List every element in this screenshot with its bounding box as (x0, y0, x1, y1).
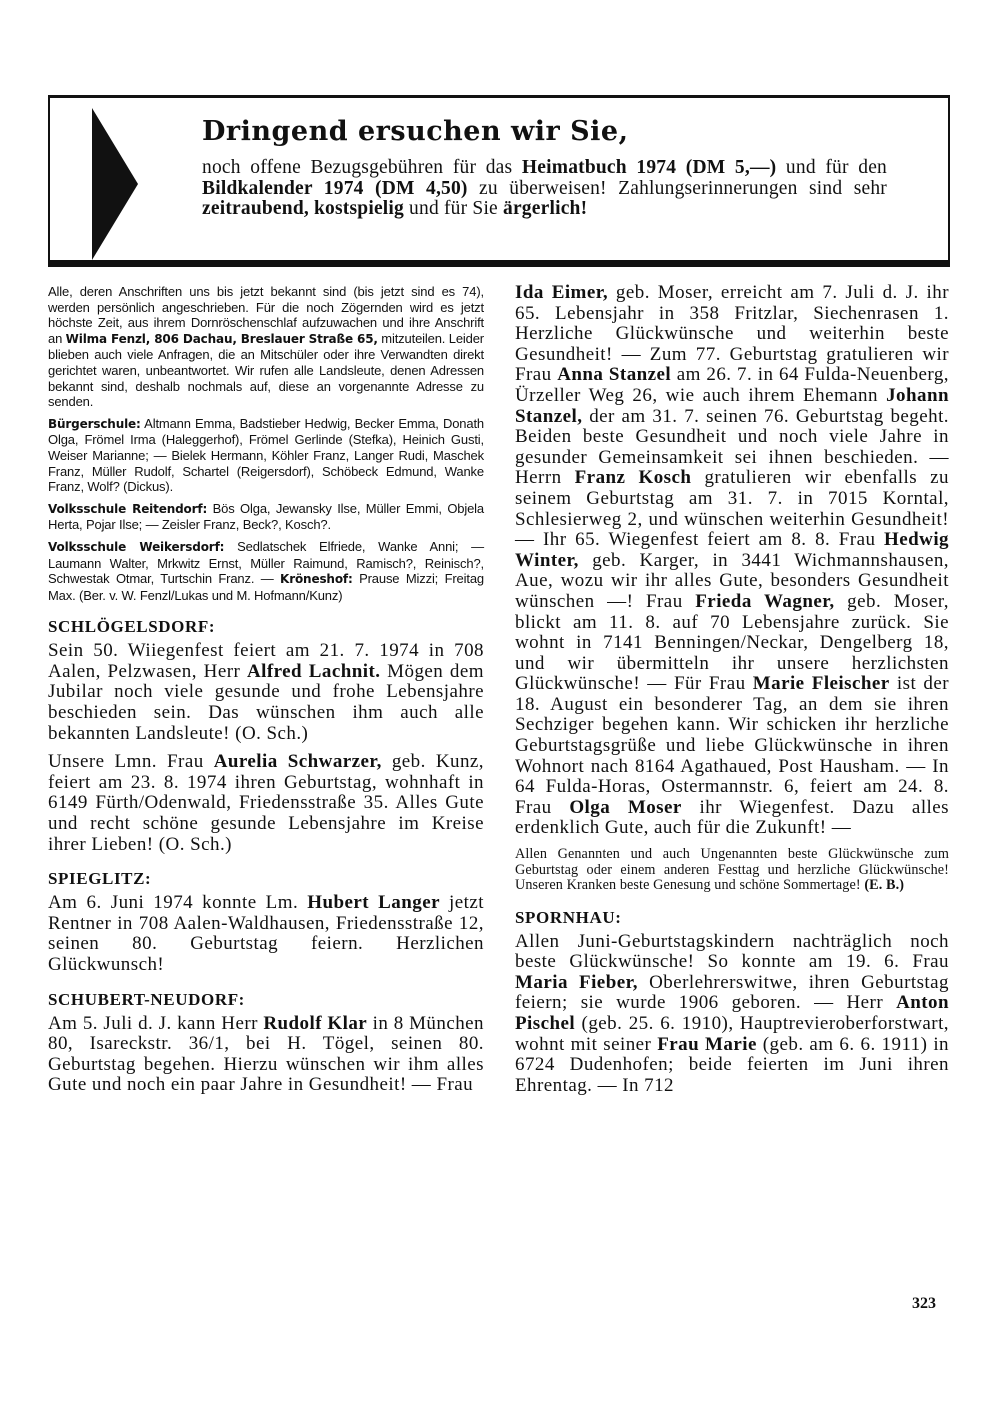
bold-text-run: ärgerlich! (503, 198, 588, 219)
text-run: jetzt Rentner in 708 Aalen-Waldhausen, Friedensstraße 12, seinen 80. Geburtstag feiern. Herzlichen Glückwunsch! (48, 892, 485, 975)
bold-text-run: Maria Fieber, (515, 971, 638, 993)
note-paragraph (48, 539, 484, 603)
bold-text-run: Frau Marie (657, 1033, 757, 1055)
article-paragraph (48, 893, 484, 975)
section-heading: SCHLÖGELSDORF: (48, 617, 216, 637)
note-paragraph (48, 284, 484, 410)
text-run: Mögen dem Jubilar noch viele gesunde und frohe Lebensjahre beschieden sein. Das wünschen ihm auch alle bekannten Landsleute! (O. Sch.) (48, 660, 484, 744)
bold-text-run: Bildkalender 1974 (DM 4,50) (202, 177, 468, 199)
text-run: gratulieren wir ebenfalls zu seinem Geburtstag am 31. 7. in 7015 Korntal, Schlesierweg 2, und wünschen weiterhin Gesundheit! — Ihr 65. Wiegenfest feiert am 8. 8. Frau (515, 467, 950, 551)
article-paragraph (48, 752, 484, 855)
text-run: Oberlehrerswitwe, ihren Geburtstag feiern; sie wurde 1906 geboren. — Herr (515, 971, 949, 1014)
bold-text-run: Frieda Wagner, (695, 590, 835, 612)
section-heading: SPIEGLITZ: (48, 869, 152, 889)
bold-text-run: (E. B.) (864, 877, 905, 894)
page-number: 323 (912, 1295, 936, 1312)
bold-text-run: zeitraubend, kostspielig (202, 198, 404, 219)
bold-text-run: Ida Eimer, (515, 282, 609, 303)
bold-text-run: Marie Fleischer (752, 673, 890, 695)
text-run: geb. Karger, in 3441 Wichmannshausen, Aue, wozu wir ihr alles Gute, besonders Gesundheit wünschen —! Frau (515, 549, 949, 612)
text-run: Prause Mizzi; Freitag Max. (Ber. v. W. Fenzl/Lukas und M. Hofmann/Kunz) (48, 571, 484, 603)
text-run: und für Sie (403, 198, 503, 219)
bold-text-run: Olga Moser (569, 796, 682, 818)
text-run: Sedlatschek Elfriede, Wanke Anni; — Laumann Walter, Mrkwitz Ernst, Müller Raimund, Ramisch?, Reinisch?, Schwestak Otmar, Turtschin Franz. — (48, 538, 485, 587)
arrow-triangle-icon (92, 108, 138, 260)
text-run: noch offene Bezugsgebühren für das (202, 157, 522, 178)
bold-text-run: Heimatbuch 1974 (DM 5,—) (521, 157, 777, 178)
bold-text-run: Bürgerschule: (48, 416, 141, 431)
text-run: Alle, deren Anschriften uns bis jetzt bekannt sind (bis jetzt sind es 74), werden persönlich angeschrieben. Für die noch Zögernden wird es jetzt höchste Zeit, aus ihrem Dornröschenschlaf aufzuwachen und ihre Anschrift an (48, 284, 484, 346)
bold-text-run: Johann Stanzel, (515, 384, 949, 427)
text-run: geb. Kunz, feiert am 23. 8. 1974 ihren Geburtstag, wohnhaft in 6149 Fürth/Odenwald, Friedensstraße 35. Alles Gute und recht schöne gesunde Lebensjahre im Kreise ihrer Lieben! (O. Sch.) (48, 751, 484, 855)
right-column (515, 283, 949, 1104)
bold-text-run: Hedwig Winter, (515, 529, 949, 571)
text-run: ihr Wiegenfest. Dazu alles erdenklich Gute, auch für die Zukunft! — (515, 796, 950, 839)
text-run: und für den (776, 157, 887, 178)
article-paragraph (48, 641, 484, 744)
text-run: mitzuteilen. Leider blieben auch viele Anfragen, die an Mitschüler oder ihre Verwandten direkt gerichtet waren, unbeantwortet. Wir rufen alle Landsleute, denen Adressen bekannt sind, deshalb nochmals auf, diese an vorgenannte Adresse zu senden. (48, 330, 484, 410)
text-run: (geb. 25. 6. 1910), Hauptrevieroberforstwart, wohnt mit seiner (515, 1012, 949, 1055)
text-run: geb. Moser, blickt am 11. 8. auf 70 Lebensjahre zurück. Sie wohnt in 7141 Benningen/Neckar, Dengelberg 18, und wir übermitteln ihr unsere herzlichsten Glückwünsche! — Für Frau (515, 590, 950, 695)
text-run: Allen Genannten und auch Ungenannten beste Glückwünsche zum Geburtstag oder einem anderen Festtag und herzliche Glückwünsche! Unseren Kranken beste Genesung und schöne Sommertage! (515, 846, 949, 894)
text-run: am 26. 7. in 64 Fulda-Neuenberg, Ürzeller Weg 26, wie auch ihrem Ehemann (515, 364, 949, 406)
article-paragraph (515, 283, 949, 839)
text-run: geb. Moser, erreicht am 7. Juli d. J. ihr 65. Lebensjahr in 358 Fritzlar, Siechenrasen 1. Herzliche Glückwünsche und weiterhin beste Gesundheit! — Zum 77. Geburtstag gratulieren wir Frau (515, 282, 949, 386)
section-heading: SPORNHAU: (515, 907, 622, 927)
left-column (48, 284, 484, 1104)
note-paragraph (48, 416, 484, 495)
bold-text-run: Anton Pischel (515, 992, 949, 1034)
bold-text-run: Anna Stanzel (557, 364, 672, 386)
text-run: der am 31. 7. seinen 76. Geburtstag begeht. Beiden beste Gesundheit und noch viele Jahre in gesunder Gemeinsamkeit sei ihnen beschieden. — Herrn (515, 405, 949, 489)
text-run: Bös Olga, Jewansky Ilse, Müller Emmi, Objela Herta, Pojar Ilse; — Zeisler Franz, Beck?, Kosch?. (48, 500, 484, 533)
bold-text-run: Wilma Fenzl, 806 Dachau, Breslauer Straße 65, (65, 331, 378, 346)
text-run: Unsere Lmn. Frau (48, 751, 214, 773)
bold-text-run: Aurelia Schwarzer, (213, 751, 382, 773)
note-paragraph (515, 847, 949, 894)
section-heading: SCHUBERT-NEUDORF: (48, 989, 245, 1009)
text-run: ist der 18. August ein besonderer Tag, an dem sie ihren Sechziger begehen kann. Wir schicken ihr herzliche Geburtstagsgrüße und liebe Glückwünsche in ihren Wohnort nach 8164 Agathaued, Post Hausham. — In 64 Fulda-Horas, Ostermannstr. 6, feiert am 24. 8. Frau (515, 673, 950, 818)
bold-text-run: Hubert Langer (307, 892, 440, 914)
bold-text-run: Volksschule Reitendorf: (48, 501, 208, 516)
text-run: Allen Juni-Geburtstagskindern nachträglich noch beste Glückwünsche! So konnte am 19. 6. Frau (515, 930, 949, 973)
text-run: Altmann Emma, Badstieber Hedwig, Becker Emma, Donath Olga, Frömel Irma (Haleggerhof), Frömel Gerlinde (Stefka), Heinich Gusti, Weiser Marianne; — Bielek Hermann, Köhler Franz, Langer Rudi, Maschek Franz, Müller Rudolf, Schartel (Reigersdorf), Schöbeck Edmund, Wanke Franz, Wolf? (Dickus). (48, 415, 484, 495)
note-paragraph (48, 501, 484, 533)
text-run: Sein 50. Wiiegenfest feiert am 21. 7. 1974 in 708 Aalen, Pelzwasen, Herr (48, 640, 484, 682)
bold-text-run: Volksschule Weikersdorf: (48, 539, 225, 554)
bold-text-run: Rudolf Klar (263, 1012, 368, 1034)
text-run: zu überweisen! Zahlungserinnerungen sind sehr (467, 177, 887, 199)
article-paragraph (515, 932, 949, 1097)
text-run: Am 5. Juli d. J. kann Herr (48, 1012, 264, 1034)
article-paragraph (48, 1014, 484, 1096)
bold-text-run: Franz Kosch (574, 467, 692, 489)
notice-title: Dringend ersuchen wir Sie, (202, 116, 629, 147)
text-run: (geb. am 6. 6. 1911) in 6724 Dudenhofen; beide feierten im Juni ihren Ehrentag. — In 712 (515, 1033, 949, 1096)
bold-text-run: Kröneshof: (280, 572, 353, 587)
notice-body (202, 158, 887, 220)
payment-notice-box (48, 95, 950, 267)
text-run: Am 6. Juni 1974 konnte Lm. (48, 892, 308, 914)
text-run: in 8 München 80, Isareckstr. 36/1, bei H. Tögel, seinen 80. Geburtstag begehen. Hierzu wünschen wir ihm alles Gute und noch ein paar Jahre in Gesundheit! — Frau (48, 1012, 484, 1096)
bold-text-run: Alfred Lachnit. (246, 660, 381, 682)
